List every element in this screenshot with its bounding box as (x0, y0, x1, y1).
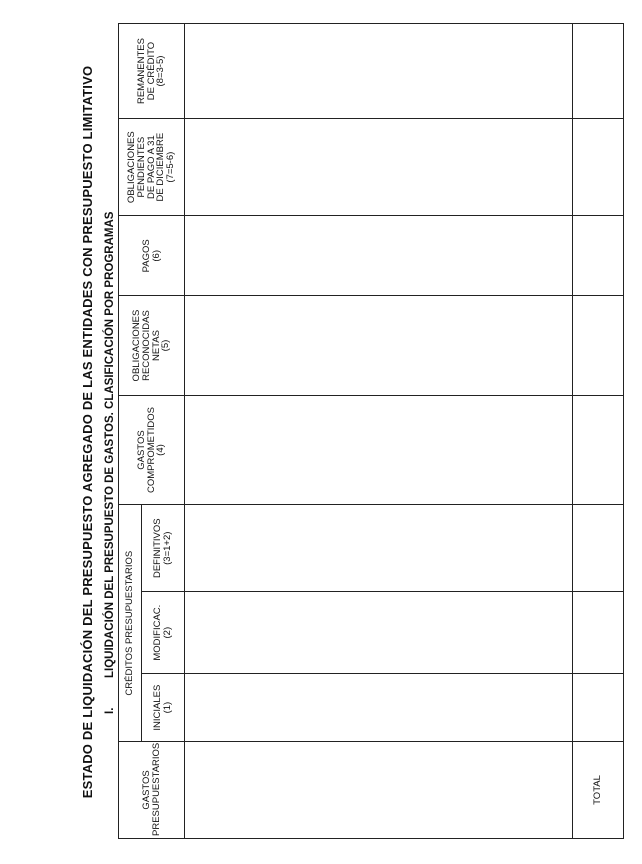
total-row (573, 24, 624, 839)
total-cell (573, 505, 624, 592)
header-modificac: MODIFICAC. (2) (142, 592, 185, 674)
header-obligaciones-reconocidas: OBLIGACIONES RECONOCIDAS NETAS (5) (119, 296, 185, 395)
body-cell (185, 592, 573, 674)
body-cell (185, 505, 573, 592)
header-obligaciones-pendientes: OBLIGACIONES PENDIENTES DE PAGO A 31 DE DICIEMBRE (7=5-6) (119, 119, 185, 216)
body-cell (185, 119, 573, 216)
header-remanentes: REMANENTES DE CRÉDITO (8=3-5) (119, 24, 185, 119)
header-row-1 (119, 24, 142, 839)
body-cell (185, 296, 573, 395)
section-subtitle (104, 212, 116, 714)
total-cell (573, 216, 624, 296)
total-cell (573, 395, 624, 505)
total-cell (573, 119, 624, 216)
body-cell (185, 216, 573, 296)
total-label: TOTAL (573, 741, 624, 838)
header-creditos-group: CRÉDITOS PRESUPUESTARIOS (119, 505, 142, 741)
table-body-row (185, 24, 573, 839)
total-cell (573, 24, 624, 119)
budget-table (118, 23, 624, 839)
section-number: I. (104, 707, 116, 714)
header-iniciales: INICIALES (1) (142, 674, 185, 742)
total-cell (573, 674, 624, 742)
header-gastos-presupuestarios: GASTOS PRESUPUESTARIOS (119, 741, 185, 838)
header-pagos: PAGOS (6) (119, 216, 185, 296)
total-cell (573, 592, 624, 674)
body-cell (185, 674, 573, 742)
header-gastos-comprometidos: GASTOS COMPROMETIDOS (4) (119, 395, 185, 505)
total-cell (573, 296, 624, 395)
header-definitivos: DEFINITIVOS (3=1+2) (142, 505, 185, 592)
section-subtitle-text: LIQUIDACIÓN DEL PRESUPUESTO DE GASTOS. CLASIFICACIÓN POR PROGRAMAS (104, 211, 116, 678)
body-cell (185, 24, 573, 119)
body-cell (185, 741, 573, 838)
document-title: ESTADO DE LIQUIDACIÓN DEL PRESUPUESTO AGREGADO DE LAS ENTIDADES CON PRESUPUESTO LIMITATIVO (80, 65, 95, 799)
body-cell (185, 395, 573, 505)
